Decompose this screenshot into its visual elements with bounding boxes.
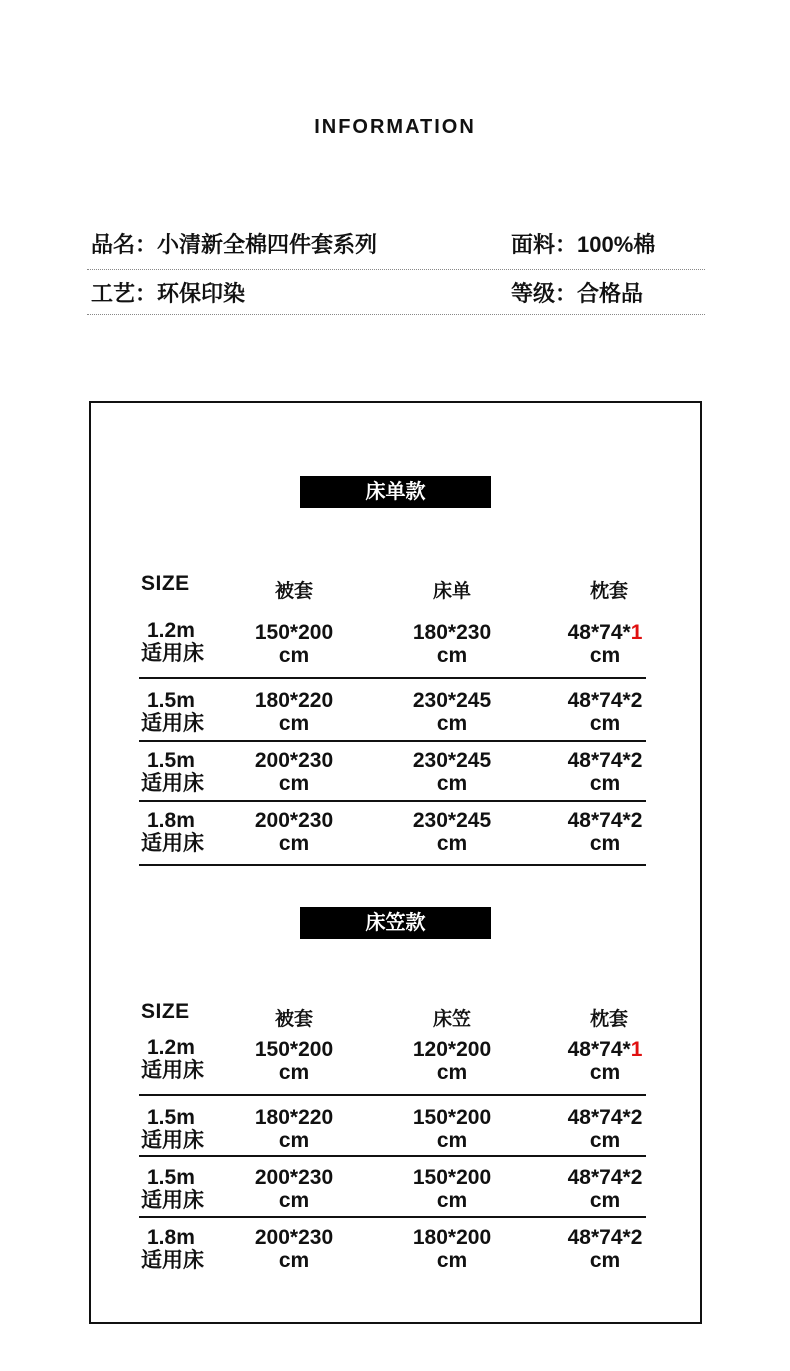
fabric-label: 面料：: [511, 232, 578, 257]
bed-label: 适用床: [141, 1059, 204, 1082]
pillow-qty: 1: [630, 1038, 643, 1061]
sheet-dim: 230*245: [412, 809, 492, 832]
pillow-qty: 2: [630, 689, 643, 712]
info-row-product: [87, 228, 705, 272]
grade: [511, 277, 643, 308]
craft-label: 工艺：: [91, 281, 158, 306]
header-pillowcase: 枕套: [589, 1009, 628, 1030]
unit: cm: [436, 644, 468, 667]
duvet-cell: [224, 1166, 364, 1212]
fitted-sheet-dim: 150*200: [412, 1166, 492, 1189]
sheet-dim: 230*245: [412, 689, 492, 712]
fabric: [511, 228, 655, 259]
pillow-dim: 48*74*: [567, 749, 631, 772]
pillow-cell: [535, 1166, 675, 1212]
unit: cm: [589, 1189, 621, 1212]
section-badge-flat-sheet: 床单款: [300, 476, 491, 508]
pillow-qty: 1: [630, 621, 643, 644]
product-name-value: 小清新全棉四件套系列: [157, 232, 378, 257]
duvet-dim: 200*230: [254, 809, 334, 832]
row-divider: [139, 1155, 646, 1157]
duvet-cell: [224, 621, 364, 667]
pillow-qty: 2: [630, 1166, 643, 1189]
bed-label: 适用床: [141, 832, 204, 855]
unit: cm: [436, 1249, 468, 1272]
header-sheet: 床单: [432, 581, 471, 602]
unit: cm: [436, 832, 468, 855]
unit: cm: [278, 1061, 310, 1084]
header-size: SIZE: [141, 1000, 190, 1023]
duvet-dim: 150*200: [254, 1038, 334, 1061]
size-value: 1.8m: [147, 1226, 195, 1249]
pillow-dim: 48*74*: [567, 621, 631, 644]
product-name-label: 品名：: [91, 232, 158, 257]
bed-label: 适用床: [141, 712, 204, 735]
unit: cm: [278, 1189, 310, 1212]
bed-label: 适用床: [141, 1249, 204, 1272]
pillow-qty: 2: [630, 1226, 643, 1249]
header-pillowcase: 枕套: [589, 581, 628, 602]
unit: cm: [589, 712, 621, 735]
header-fitted-sheet: 床笠: [432, 1009, 471, 1030]
unit: cm: [589, 772, 621, 795]
unit: cm: [436, 712, 468, 735]
unit: cm: [436, 1061, 468, 1084]
fitted-sheet-cell: [382, 1166, 522, 1212]
pillow-qty: 2: [630, 809, 643, 832]
grade-label: 等级：: [511, 281, 578, 306]
divider: [87, 314, 705, 315]
pillow-cell: [535, 1038, 675, 1084]
unit: cm: [589, 1129, 621, 1152]
duvet-cell: [224, 689, 364, 735]
pillow-cell: [535, 809, 675, 855]
pillow-cell: [535, 749, 675, 795]
size-value: 1.2m: [147, 1036, 195, 1059]
row-divider: [139, 800, 646, 802]
duvet-dim: 200*230: [254, 749, 334, 772]
sheet-cell: [382, 749, 522, 795]
table-row-size: [141, 1166, 231, 1212]
unit: cm: [278, 1249, 310, 1272]
table-row-size: [141, 619, 231, 665]
fitted-sheet-cell: [382, 1038, 522, 1084]
sheet-cell: [382, 621, 522, 667]
unit: cm: [436, 1189, 468, 1212]
unit: cm: [589, 1249, 621, 1272]
size-value: 1.5m: [147, 1106, 195, 1129]
duvet-cell: [224, 749, 364, 795]
size-value: 1.5m: [147, 749, 195, 772]
fitted-sheet-cell: [382, 1226, 522, 1272]
table-row-size: [141, 689, 231, 735]
unit: cm: [278, 1129, 310, 1152]
size-value: 1.2m: [147, 619, 195, 642]
sheet-cell: [382, 809, 522, 855]
table-row-size: [141, 1226, 231, 1272]
craft-value: 环保印染: [157, 281, 246, 306]
fitted-sheet-cell: [382, 1106, 522, 1152]
pillow-dim: 48*74*: [567, 1166, 631, 1189]
duvet-cell: [224, 1226, 364, 1272]
pillow-qty: 2: [630, 1106, 643, 1129]
pillow-dim: 48*74*: [567, 689, 631, 712]
pillow-dim: 48*74*: [567, 1106, 631, 1129]
row-divider: [139, 1216, 646, 1218]
row-divider: [139, 864, 646, 866]
pillow-cell: [535, 621, 675, 667]
product-name: [91, 228, 377, 259]
sheet-cell: [382, 689, 522, 735]
pillow-dim: 48*74*: [567, 809, 631, 832]
unit: cm: [589, 1061, 621, 1084]
header-duvet-cover: 被套: [274, 1009, 313, 1030]
bed-label: 适用床: [141, 1129, 204, 1152]
sheet-dim: 230*245: [412, 749, 492, 772]
duvet-cell: [224, 809, 364, 855]
craft: [91, 277, 245, 308]
bed-label: 适用床: [141, 642, 204, 665]
row-divider: [139, 1094, 646, 1096]
duvet-dim: 200*230: [254, 1226, 334, 1249]
size-value: 1.8m: [147, 809, 195, 832]
table-row-size: [141, 1106, 231, 1152]
divider: [87, 269, 705, 270]
table-row-size: [141, 1036, 231, 1082]
duvet-cell: [224, 1106, 364, 1152]
pillow-dim: 48*74*: [567, 1038, 631, 1061]
pillow-cell: [535, 1106, 675, 1152]
duvet-dim: 200*230: [254, 1166, 334, 1189]
pillow-cell: [535, 1226, 675, 1272]
duvet-dim: 150*200: [254, 621, 334, 644]
fabric-value: 100%棉: [577, 232, 656, 257]
table-row-size: [141, 749, 231, 795]
row-divider: [139, 677, 646, 679]
unit: cm: [278, 712, 310, 735]
pillow-dim: 48*74*: [567, 1226, 631, 1249]
duvet-dim: 180*220: [254, 1106, 334, 1129]
bed-label: 适用床: [141, 1189, 204, 1212]
unit: cm: [278, 644, 310, 667]
pillow-qty: 2: [630, 749, 643, 772]
unit: cm: [278, 832, 310, 855]
unit: cm: [436, 1129, 468, 1152]
header-size: SIZE: [141, 572, 190, 595]
section-badge-fitted-sheet: 床笠款: [300, 907, 491, 939]
pillow-cell: [535, 689, 675, 735]
fitted-sheet-dim: 180*200: [412, 1226, 492, 1249]
information-title: INFORMATION: [314, 116, 476, 138]
size-value: 1.5m: [147, 689, 195, 712]
fitted-sheet-dim: 120*200: [412, 1038, 492, 1061]
unit: cm: [589, 832, 621, 855]
sheet-dim: 180*230: [412, 621, 492, 644]
header-duvet-cover: 被套: [274, 581, 313, 602]
grade-value: 合格品: [577, 281, 644, 306]
duvet-cell: [224, 1038, 364, 1084]
row-divider: [139, 740, 646, 742]
unit: cm: [436, 772, 468, 795]
bed-label: 适用床: [141, 772, 204, 795]
table-row-size: [141, 809, 231, 855]
fitted-sheet-dim: 150*200: [412, 1106, 492, 1129]
size-value: 1.5m: [147, 1166, 195, 1189]
duvet-dim: 180*220: [254, 689, 334, 712]
unit: cm: [589, 644, 621, 667]
unit: cm: [278, 772, 310, 795]
